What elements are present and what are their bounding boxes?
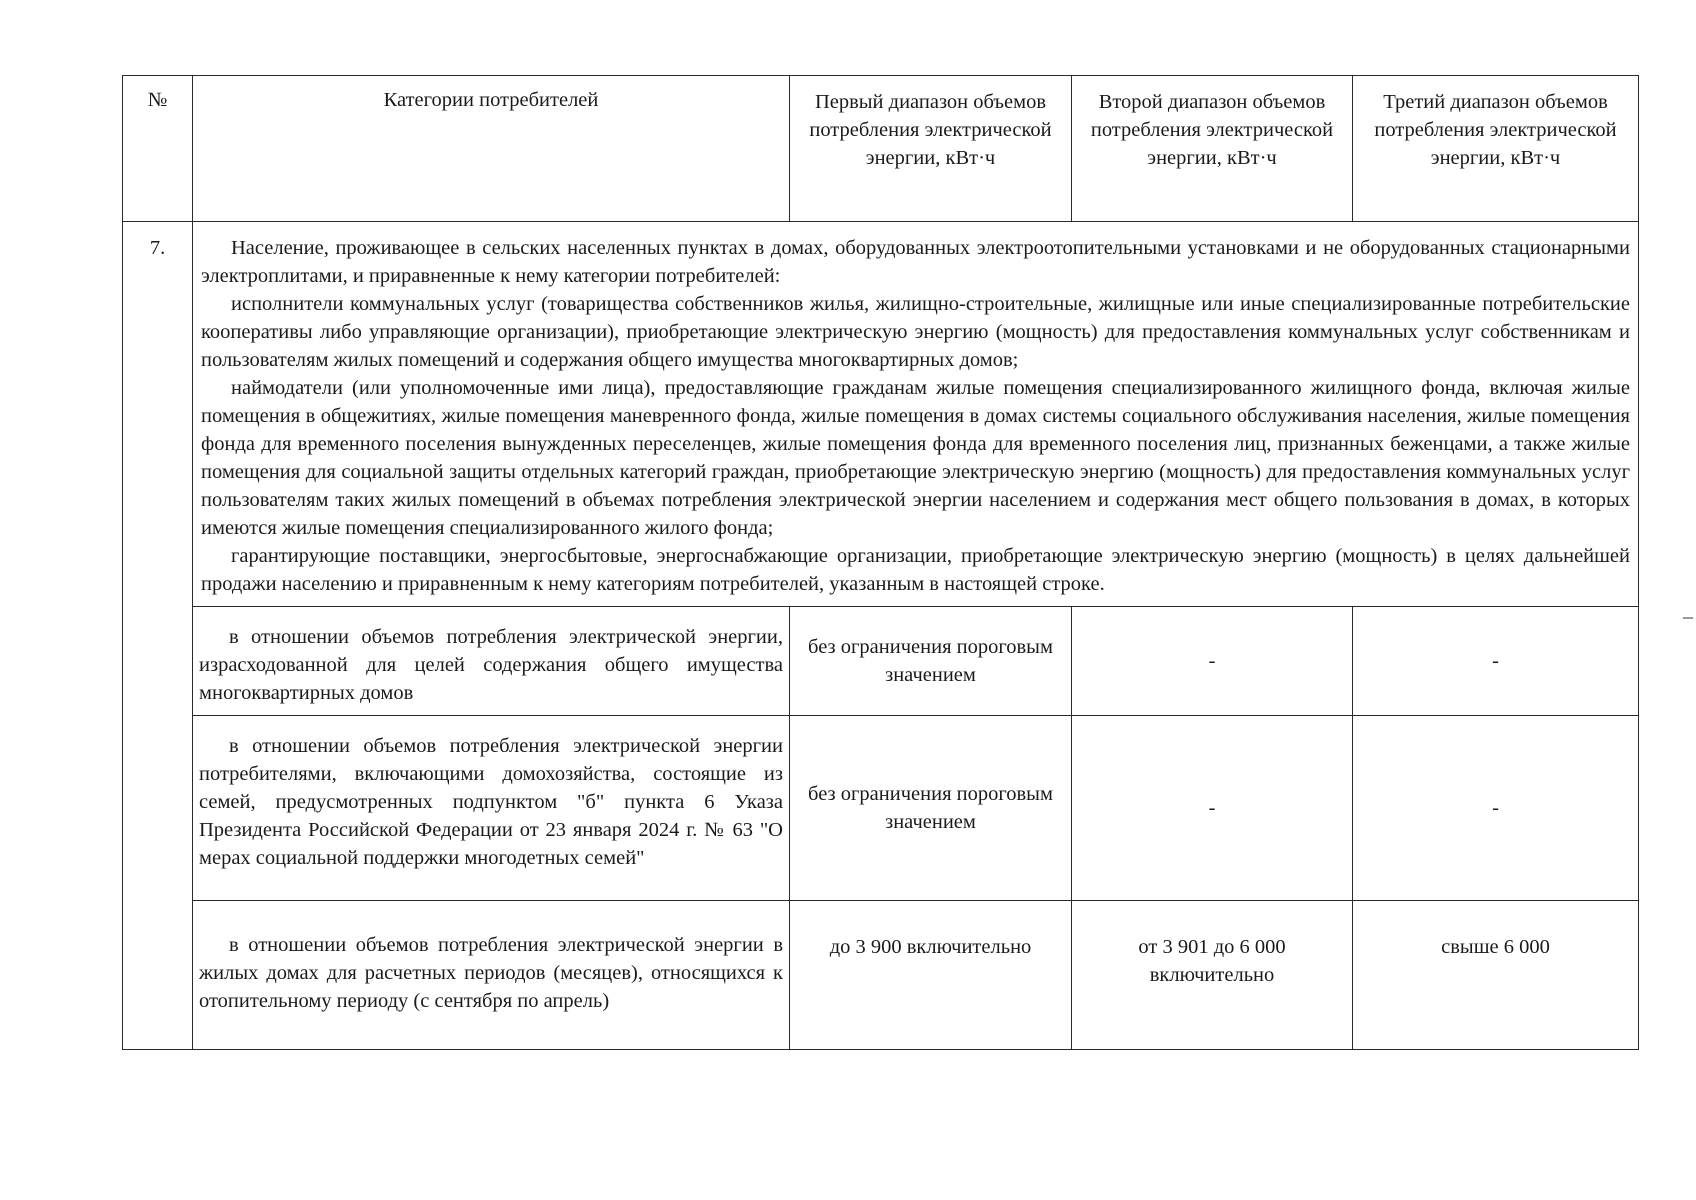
subrow-range-3: свыше 6 000: [1353, 901, 1639, 1050]
tariff-ranges-table: [122, 75, 1639, 1050]
subrow-common-property: [123, 607, 1639, 716]
header-range-1: Первый диапазон объемов потребления электрической энергии, кВт·ч: [790, 76, 1072, 222]
description-paragraph: исполнители коммунальных услуг (товарищества собственников жилья, жилищно-строительные, жилищные или иные специализированные потребительские кооперативы либо управляющие организации), приобретающие электрическую энергию (мощность) для предоставления коммунальных услуг собственникам и пользователям жилых помещений и содержания общего имущества многоквартирных домов;: [201, 293, 1630, 371]
subrow-label: [193, 716, 790, 901]
subrow-range-1: без ограничения пороговым значением: [790, 716, 1072, 901]
row-7-intro: [123, 222, 1639, 607]
description-paragraph: Население, проживающее в сельских населенных пунктах в домах, оборудованных электроотопительными установками и не оборудованных стационарными электроплитами, и приравненные к нему категории потребителей:: [201, 237, 1630, 287]
subrow-range-3: -: [1353, 607, 1639, 716]
header-category: Категории потребителей: [193, 76, 790, 222]
subrow-label: [193, 607, 790, 716]
header-range-2: Второй диапазон объемов потребления электрической энергии, кВт·ч: [1072, 76, 1353, 222]
row-number: 7.: [123, 222, 193, 1050]
subrow-range-2: -: [1072, 607, 1353, 716]
subrow-label-text: в отношении объемов потребления электрической энергии потребителями, включающими домохозяйства, состоящие из семей, предусмотренных подпунктом "б" пункта 6 Указа Президента Российской Федерации от 23 января 2024 г. № 63 "О мерах социальной поддержки многодетных семей": [199, 735, 783, 869]
scan-artifact-mark: [1683, 617, 1693, 619]
subrow-large-families: [123, 716, 1639, 901]
description-paragraph: наймодатели (или уполномоченные ими лица), предоставляющие гражданам жилые помещения специализированного жилищного фонда, включая жилые помещения в общежитиях, жилые помещения маневренного фонда, жилые помещения в домах системы социального обслуживания населения, жилые помещения фонда для временного поселения вынужденных переселенцев, жилые помещения фонда для временного поселения лиц, признанных беженцами, а также жилые помещения для социальной защиты отдельных категорий граждан, приобретающие электрическую энергию (мощность) для предоставления коммунальных услуг пользователям таких жилых помещений в объемах потребления электрической энергии населением и содержания мест общего пользования в домах, в которых имеются жилые помещения специализированного жилого фонда;: [201, 377, 1630, 539]
header-range-3: Третий диапазон объемов потребления электрической энергии, кВт·ч: [1353, 76, 1639, 222]
subrow-range-3: -: [1353, 716, 1639, 901]
subrow-label-text: в отношении объемов потребления электрической энергии в жилых домах для расчетных периодов (месяцев), относящихся к отопительному периоду (с сентября по апрель): [199, 934, 783, 1012]
table-header-row: [123, 76, 1639, 222]
subrow-heating-period: [123, 901, 1639, 1050]
subrow-range-1: до 3 900 включительно: [790, 901, 1072, 1050]
subrow-range-2: от 3 901 до 6 000 включительно: [1072, 901, 1353, 1050]
description-paragraph: гарантирующие поставщики, энергосбытовые, энергоснабжающие организации, приобретающие электрическую энергию (мощность) в целях дальнейшей продажи населению и приравненным к нему категориям потребителей, указанным в настоящей строке.: [201, 545, 1630, 595]
header-number: №: [123, 76, 193, 222]
row-7-description: [193, 222, 1639, 607]
subrow-label: [193, 901, 790, 1050]
subrow-range-1: без ограничения пороговым значением: [790, 607, 1072, 716]
subrow-label-text: в отношении объемов потребления электрической энергии, израсходованной для целей содержания общего имущества многоквартирных домов: [199, 626, 783, 704]
subrow-range-2: -: [1072, 716, 1353, 901]
